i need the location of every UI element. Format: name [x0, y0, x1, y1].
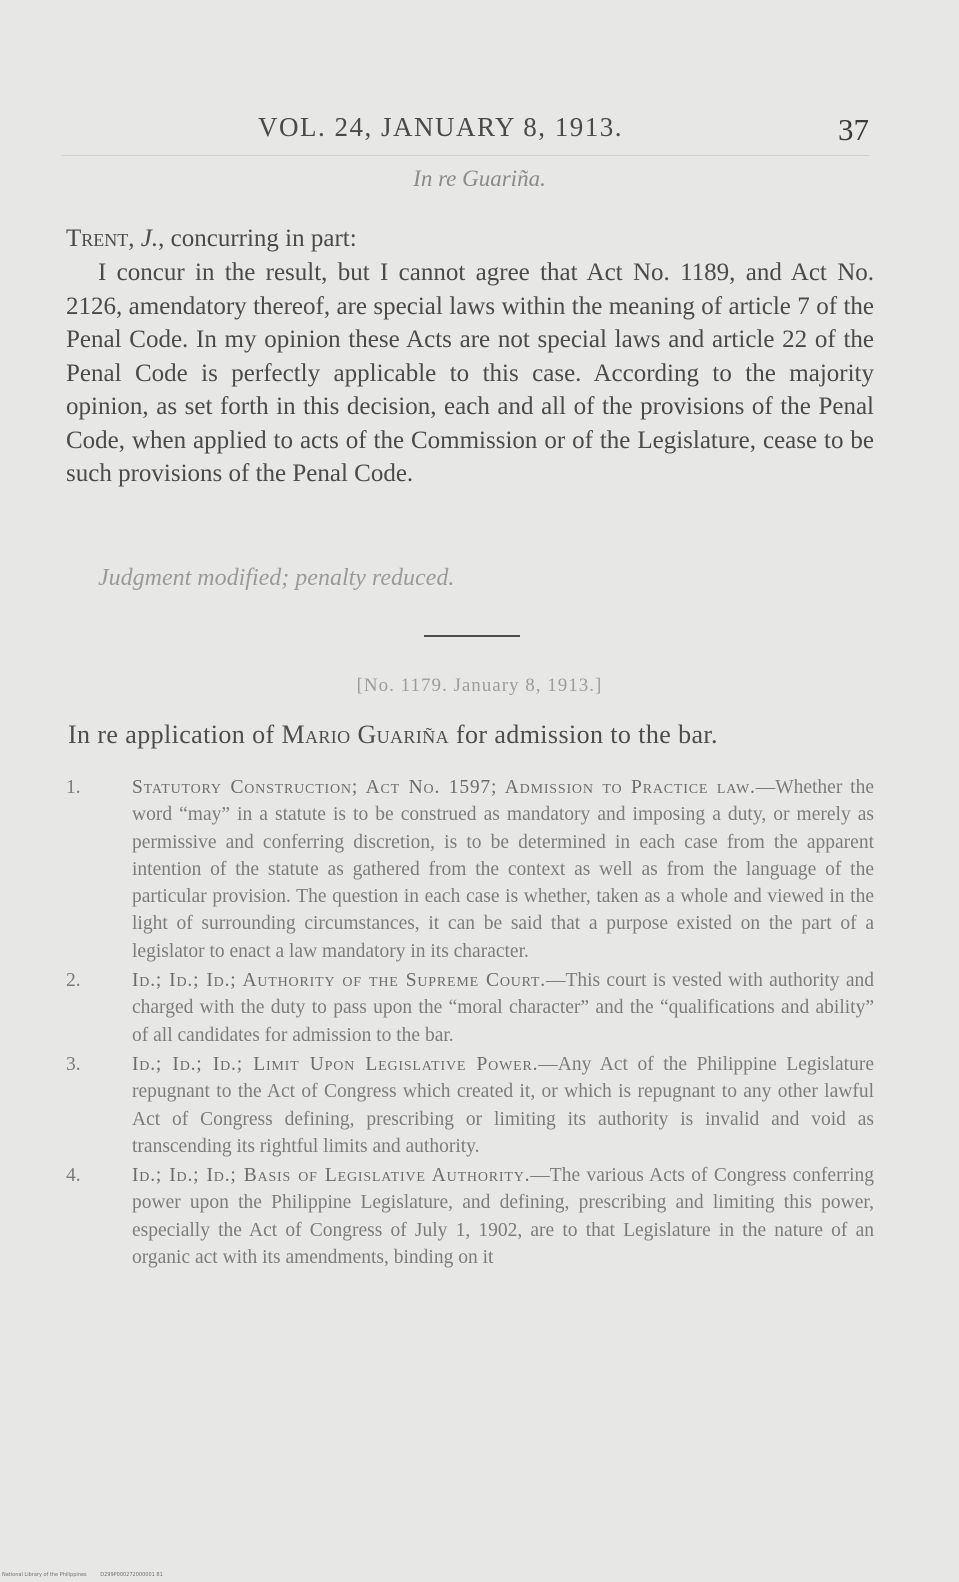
- opinion-paragraph: I concur in the result, but I cannot agree that Act No. 1189, and Act No. 2126, amendatory thereof, are special laws within the meaning of article 7 of the Penal Code. In my opinion these Acts are not special laws and article 22 of the Penal Code is perfectly applicable to this case. According to the majority opinion, as set forth in this decision, each and all of the provisions of the Penal Code, when applied to acts of the Commission or of the Legislature, cease to be such provisions of the Penal Code.: [66, 259, 874, 487]
- section-divider: [424, 635, 520, 637]
- syllabus-item: [66, 1162, 874, 1271]
- syllabus-number: 4.: [66, 1165, 81, 1187]
- running-head: VOL. 24, JANUARY 8, 1913.: [258, 112, 624, 142]
- judge-name: Trent: [66, 225, 129, 252]
- library-credit: National Library of the Philippines: [2, 1572, 87, 1578]
- syllabus-heading: Id.; Id.; Id.; Limit Upon Legislative Power.: [132, 1053, 539, 1075]
- opinion-heading: [66, 222, 874, 256]
- syllabus-number: 3.: [66, 1053, 81, 1075]
- syllabus-text: —Whether the word “may” in a statute is to be construed as mandatory and imposing a duty, or merely as permissive and conferring discretion, is to be determined in each case from the apparent intention of the statute as gathered from the context as well as from the language of the particular provision. The question in each case is whether, taken as a whole and viewed in the light of surrounding circumstances, it can be said that a purpose existed on the part of a legislator to enact a law mandatory in its character.: [132, 777, 874, 962]
- syllabus-number: 1.: [66, 777, 81, 798]
- syllabus-item: [66, 1051, 874, 1160]
- case-caption: [68, 720, 876, 750]
- syllabus: [66, 774, 874, 1273]
- judge-separator: ,: [128, 225, 141, 252]
- syllabus-text: —Any Act of the Philippine Legislature repugnant to the Act of Congress which created it, or which is repugnant to any other lawful Act of Congress defining, prescribing or limiting its authority is invalid and void as transcending its rightful limits and authority.: [132, 1053, 874, 1157]
- page-header: [0, 112, 959, 156]
- syllabus-number: 2.: [66, 970, 81, 992]
- judge-title: J.: [140, 225, 159, 252]
- syllabus-text: —This court is vested with authority and charged with the duty to pass upon the “moral character” and the “qualifications and ability” of all candidates for admission to the bar.: [132, 970, 874, 1046]
- page-number: 37: [838, 112, 869, 147]
- syllabus-heading: Statutory Construction; Act No. 1597; Admission to Practice law.: [132, 777, 756, 798]
- concurrence-label: , concurring in part:: [158, 225, 357, 252]
- syllabus-item: [66, 967, 874, 1049]
- document-id: D299P000272000001 81: [100, 1572, 163, 1578]
- syllabus-heading: Id.; Id.; Id.; Authority of the Supreme Court.: [132, 970, 546, 992]
- docket-line: [No. 1179. January 8, 1913.]: [356, 675, 603, 696]
- syllabus-heading: Id.; Id.; Id.; Basis of Legislative Authority.: [132, 1165, 531, 1187]
- applicant-name: Mario Guariña: [281, 720, 450, 749]
- judgment-line: Judgment modified; penalty reduced.: [98, 565, 455, 591]
- caption-suffix: for admission to the bar.: [449, 720, 718, 749]
- syllabus-item: [66, 774, 874, 965]
- header-rule: [62, 155, 870, 156]
- case-title: In re Guariña.: [413, 166, 546, 191]
- caption-prefix: In re application of: [68, 720, 282, 749]
- scan-footer: [2, 1572, 175, 1578]
- syllabus-text: —The various Acts of Congress conferring power upon the Philippine Legislature, and defining, prescribing and limiting this power, especially the Act of Congress of July 1, 1902, are to that Legislature in the nature of an organic act with its amendments, binding on it: [132, 1165, 874, 1269]
